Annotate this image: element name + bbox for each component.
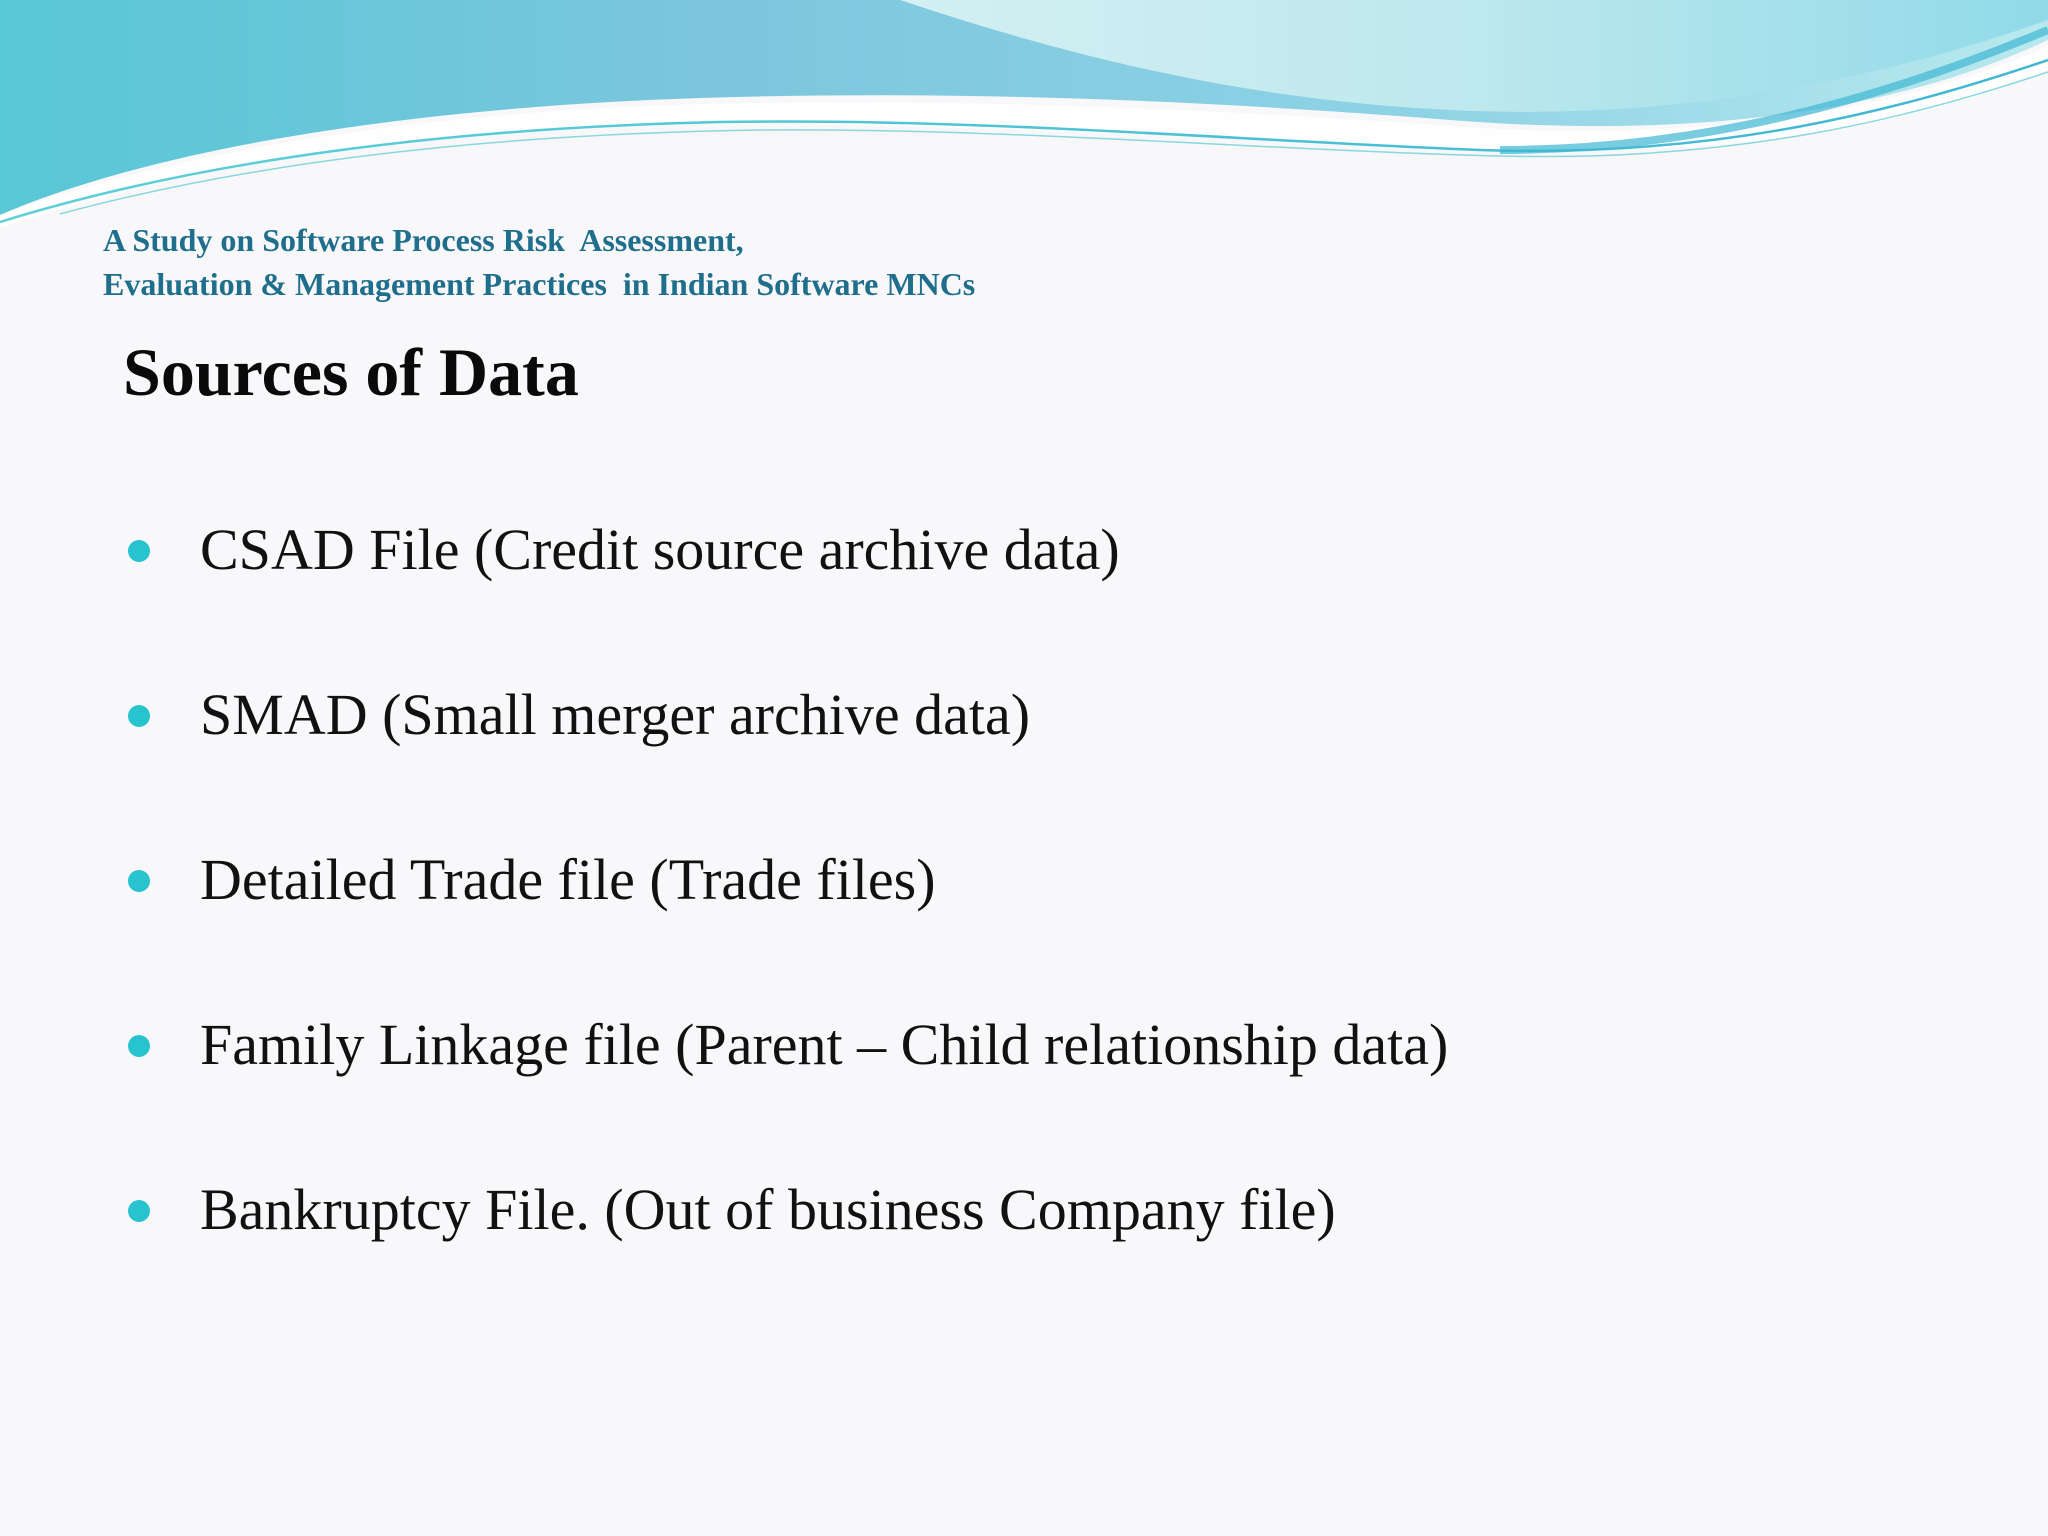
bullet-item: [0, 510, 1900, 590]
bullet-text: CSAD File (Credit source archive data): [200, 517, 1120, 582]
bullet-item: [0, 1005, 1900, 1085]
bullet-text: Family Linkage file (Parent – Child relationship data): [200, 1012, 1449, 1077]
bullet-item: [0, 675, 1900, 755]
subtitle-line-2: Evaluation & Management Practices in Indian Software MNCs: [103, 266, 976, 302]
decorative-wave-banner: [0, 0, 2048, 240]
bullet-text: Detailed Trade file (Trade files): [200, 847, 936, 912]
presentation-subtitle: [103, 218, 1403, 306]
bullet-dot-icon: [128, 1035, 150, 1057]
bullet-text: SMAD (Small merger archive data): [200, 682, 1031, 747]
bullet-dot-icon: [128, 540, 150, 562]
subtitle-line-1: A Study on Software Process Risk Assessment,: [103, 222, 744, 258]
bullet-dot-icon: [128, 705, 150, 727]
bullet-text: Bankruptcy File. (Out of business Company file): [200, 1177, 1336, 1242]
bullet-dot-icon: [128, 1200, 150, 1222]
bullet-dot-icon: [128, 870, 150, 892]
bullet-item: [0, 1170, 1900, 1250]
bullet-item: [0, 840, 1900, 920]
slide-title: Sources of Data: [123, 334, 579, 410]
